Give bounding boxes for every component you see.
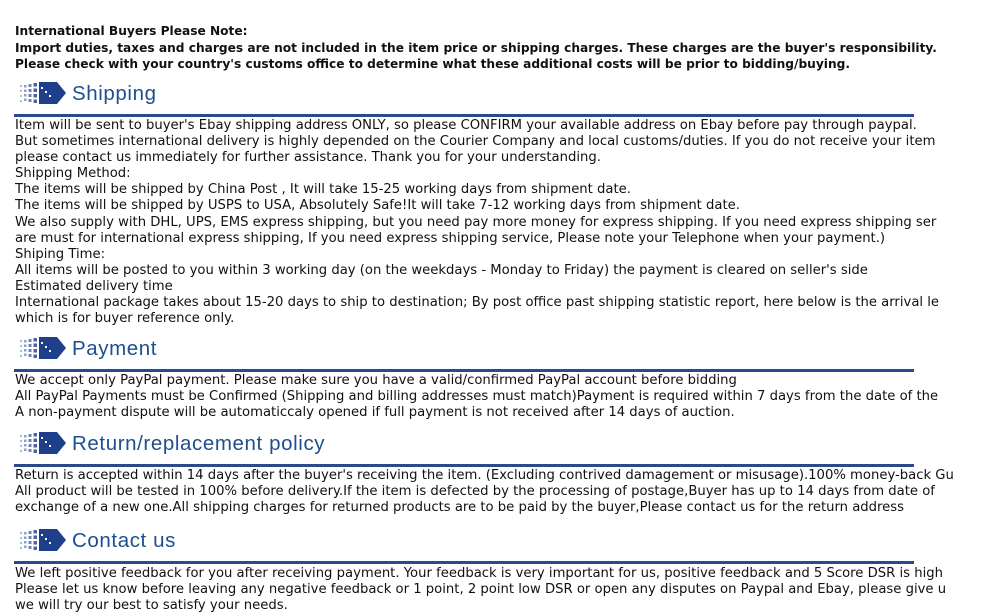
contact-line: Please let us know before leaving any negative feedback or 1 point, 2 point low DSR or open any disputes on Paypal and Ebay, please give u	[15, 582, 947, 598]
shipping-line: which is for buyer reference only.	[15, 311, 235, 327]
notice-title: International Buyers Please Note:	[15, 24, 248, 38]
delivery-time-label: Estimated delivery time	[15, 278, 173, 294]
shipping-line: We also supply with DHL, UPS, EMS express shipping, but you need pay more money for express shipping. If you need express shipping ser	[15, 214, 937, 230]
section-divider	[14, 369, 914, 372]
notice-line-customs: Please check with your country's customs office to determine what these additional costs will be prior to bidding/buying.	[15, 57, 850, 71]
shipping-line: Item will be sent to buyer's Ebay shipping address ONLY, so please CONFIRM your available address on Ebay before pay through paypal.	[15, 118, 917, 133]
section-logo-icon	[18, 81, 66, 107]
section-divider	[14, 561, 914, 564]
shipping-line: The items will be shipped by USPS to USA, Absolutely Safe!It will take 7-12 working days from shipment date.	[15, 198, 740, 214]
shipping-line: are must for international express shipping, If you need express shipping service, Please note your Telephone when your payment.)	[15, 230, 886, 246]
shipping-line: International package takes about 15-20 days to ship to destination; By post office past shipping statistic report, here below is the arrival le	[15, 295, 940, 311]
return-policy-line: exchange of a new one.All shipping charges for returned products are to be paid by the buyer,Please contact us for the return address	[15, 500, 905, 516]
payment-line: All PayPal Payments must be Confirmed (Shipping and billing addresses must match)Payment is required within 7 days from the date of the	[15, 389, 939, 405]
shipping-method-label: Shipping Method:	[15, 166, 131, 182]
shipping-section-body	[15, 118, 982, 327]
return-policy-section-header	[14, 429, 914, 467]
section-logo-icon	[18, 431, 66, 457]
section-logo-icon	[18, 528, 66, 554]
payment-section-header	[14, 334, 914, 372]
section-divider	[14, 114, 914, 117]
section-divider	[14, 464, 914, 467]
shipping-line: All items will be posted to you within 3 working day (on the weekdays - Monday to Friday) the payment is cleared on seller's side	[15, 262, 868, 278]
return-policy-line: Return is accepted within 14 days after the buyer's receiving the item. (Excluding contrived damagement or misusage).100% money-back Gu	[15, 468, 954, 483]
return-policy-section-body	[15, 468, 982, 516]
shipping-section-header	[14, 79, 914, 117]
payment-heading: Payment	[72, 337, 158, 360]
contact-line: We left positive feedback for you after receiving payment. Your feedback is very important for us, positive feedback and 5 Score DSR is high	[15, 566, 943, 581]
shipping-time-label: Shiping Time:	[15, 246, 106, 262]
return-policy-heading: Return/replacement policy	[72, 432, 326, 455]
shipping-line: But sometimes international delivery is highly depended on the Courier Company and local customs/duties. If you do not receive your item	[15, 134, 936, 150]
international-buyers-notice	[15, 23, 982, 73]
notice-line-duties: Import duties, taxes and charges are not included in the item price or shipping charges. These charges are the buyer's responsibility.	[15, 40, 937, 55]
shipping-heading: Shipping	[72, 82, 157, 105]
contact-section-header	[14, 526, 914, 564]
contact-heading: Contact us	[72, 529, 176, 552]
payment-line: A non-payment dispute will be automaticcaly opened if full payment is not received after 14 days of auction.	[15, 405, 735, 421]
shipping-line: The items will be shipped by China Post , It will take 15-25 working days from shipment date.	[15, 182, 631, 198]
contact-line: we will try our best to satisfy your needs.	[15, 598, 288, 614]
contact-section-body	[15, 566, 982, 614]
section-logo-icon	[18, 336, 66, 362]
payment-line: We accept only PayPal payment. Please make sure you have a valid/confirmed PayPal account before bidding	[15, 373, 737, 388]
return-policy-line: All product will be tested in 100% before delivery.If the item is defected by the processing of postage,Buyer has up to 14 days from date of	[15, 484, 935, 500]
shipping-line: please contact us immediately for further assistance. Thank you for your understanding.	[15, 150, 601, 166]
payment-section-body	[15, 373, 982, 421]
